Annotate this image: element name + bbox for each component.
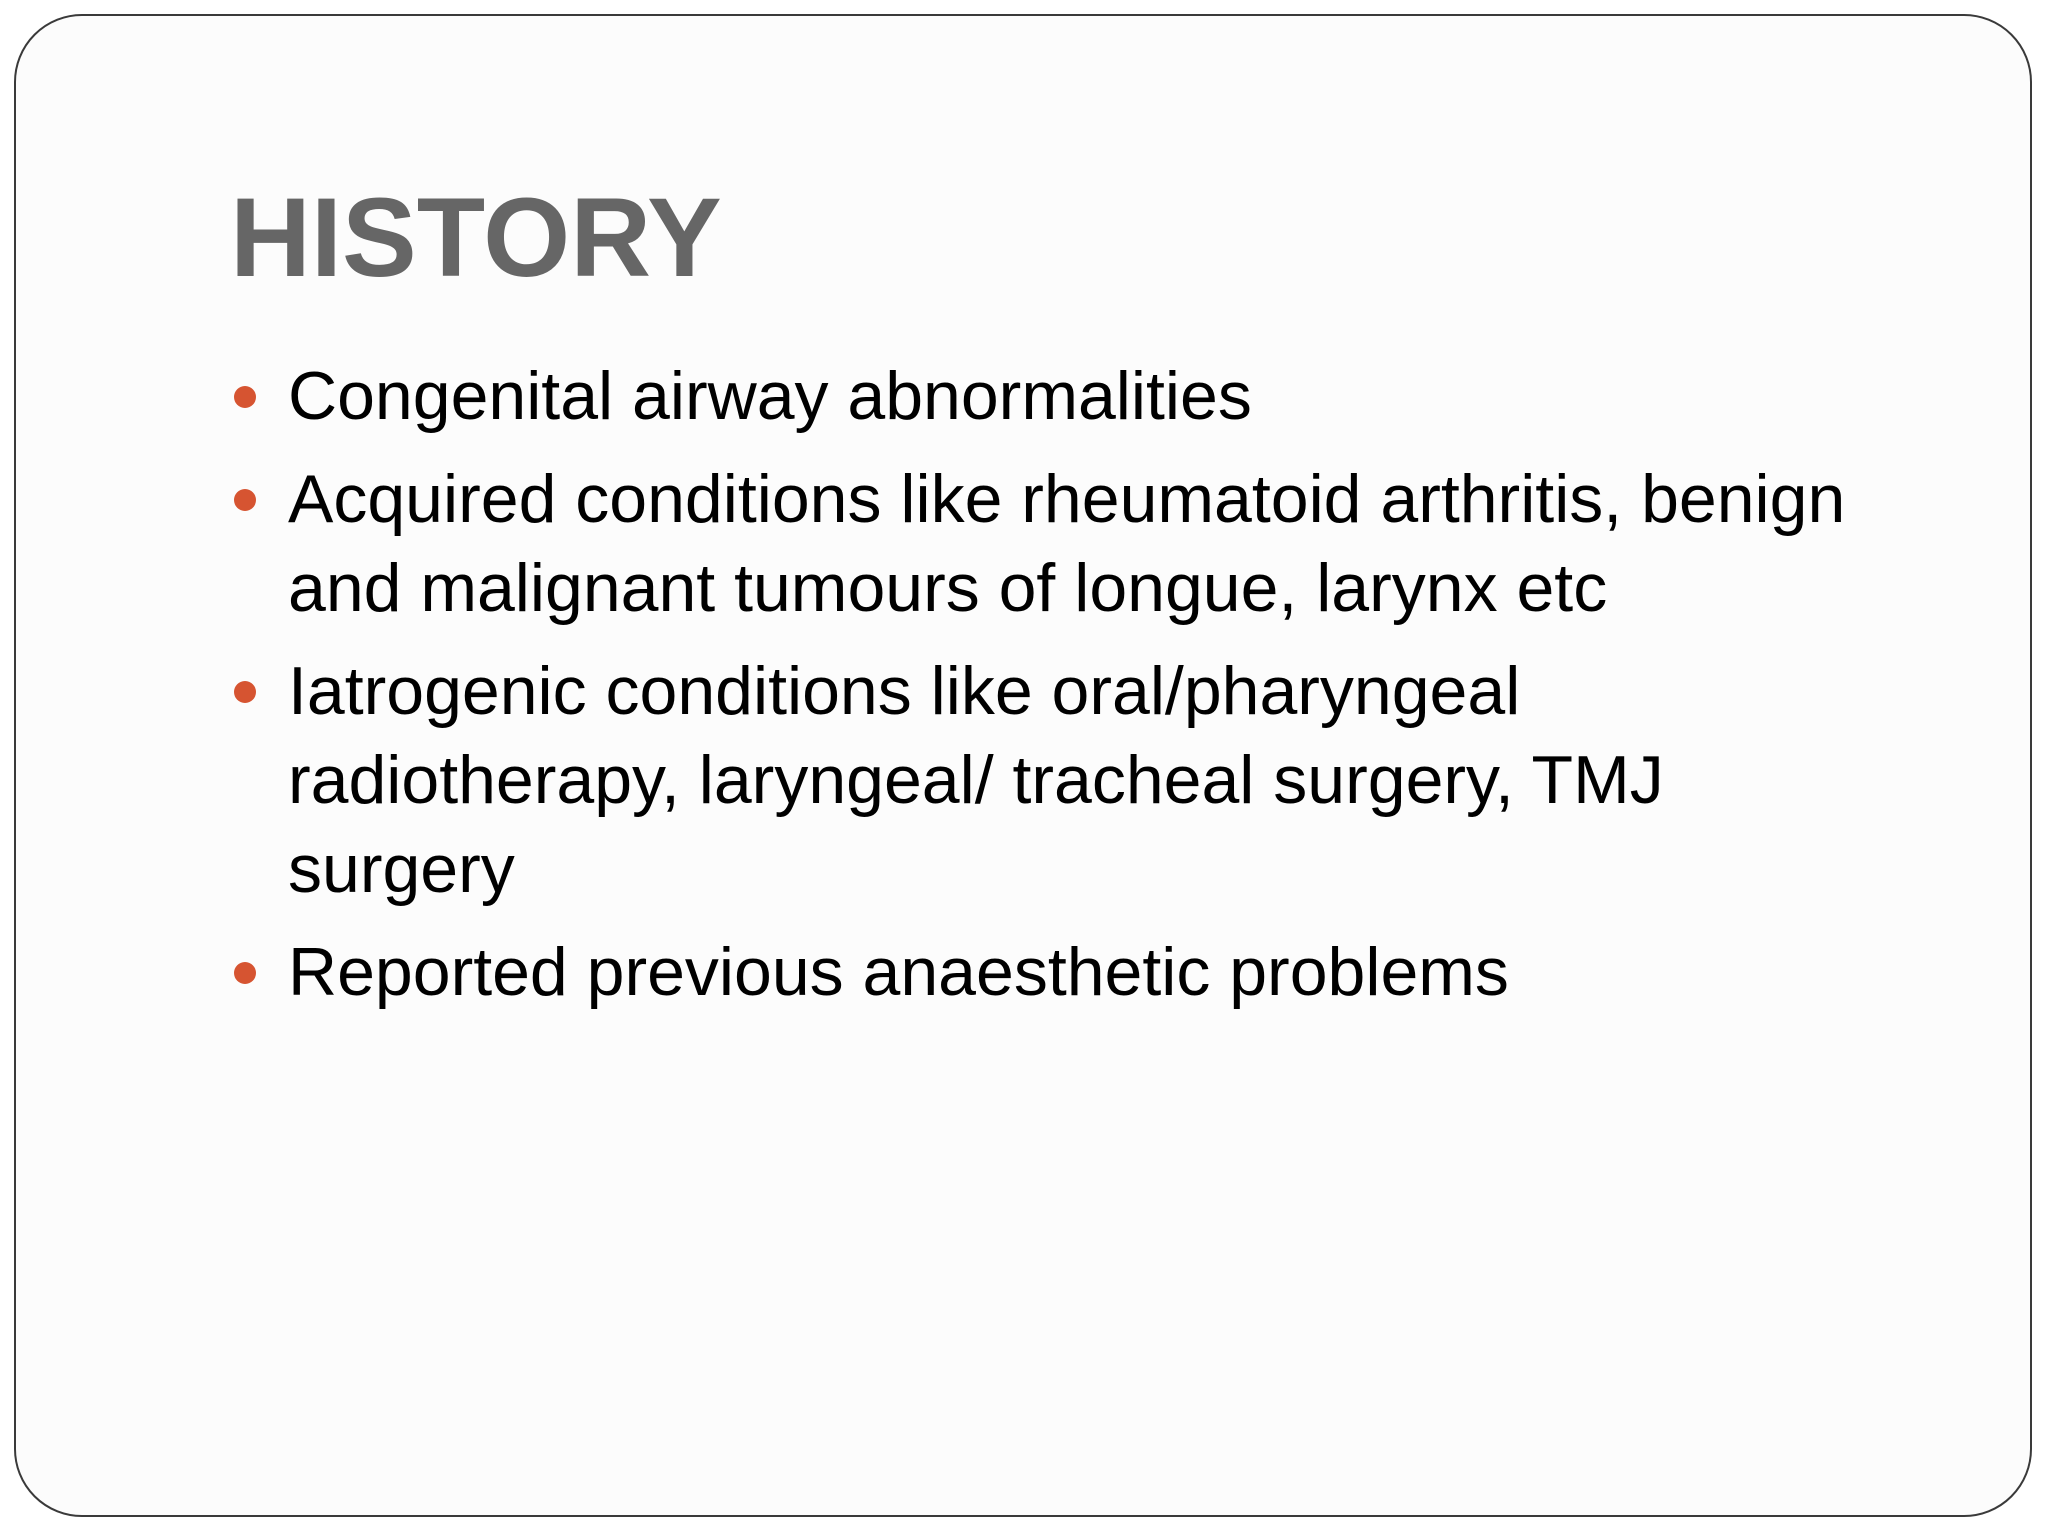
slide-title: HISTORY <box>230 175 722 300</box>
bullet-item <box>16 455 1996 633</box>
bullet-text: Reported previous anaesthetic problems <box>288 934 1509 1010</box>
bullet-list <box>16 352 1996 1031</box>
slide <box>14 14 2032 1517</box>
bullet-item <box>16 352 1996 441</box>
bullet-dot-icon <box>234 386 256 408</box>
bullet-item <box>16 647 1996 914</box>
bullet-text: Congenital airway abnormalities <box>288 358 1252 434</box>
bullet-text: Acquired conditions like rheumatoid arthritis, benign and malignant tumours of longue, larynx etc <box>288 461 1846 626</box>
bullet-dot-icon <box>234 962 256 984</box>
bullet-text: Iatrogenic conditions like oral/pharyngeal radiotherapy, laryngeal/ tracheal surgery, TMJ surgery <box>288 653 1664 907</box>
bullet-dot-icon <box>234 681 256 703</box>
bullet-item <box>16 928 1996 1017</box>
bullet-dot-icon <box>234 489 256 511</box>
